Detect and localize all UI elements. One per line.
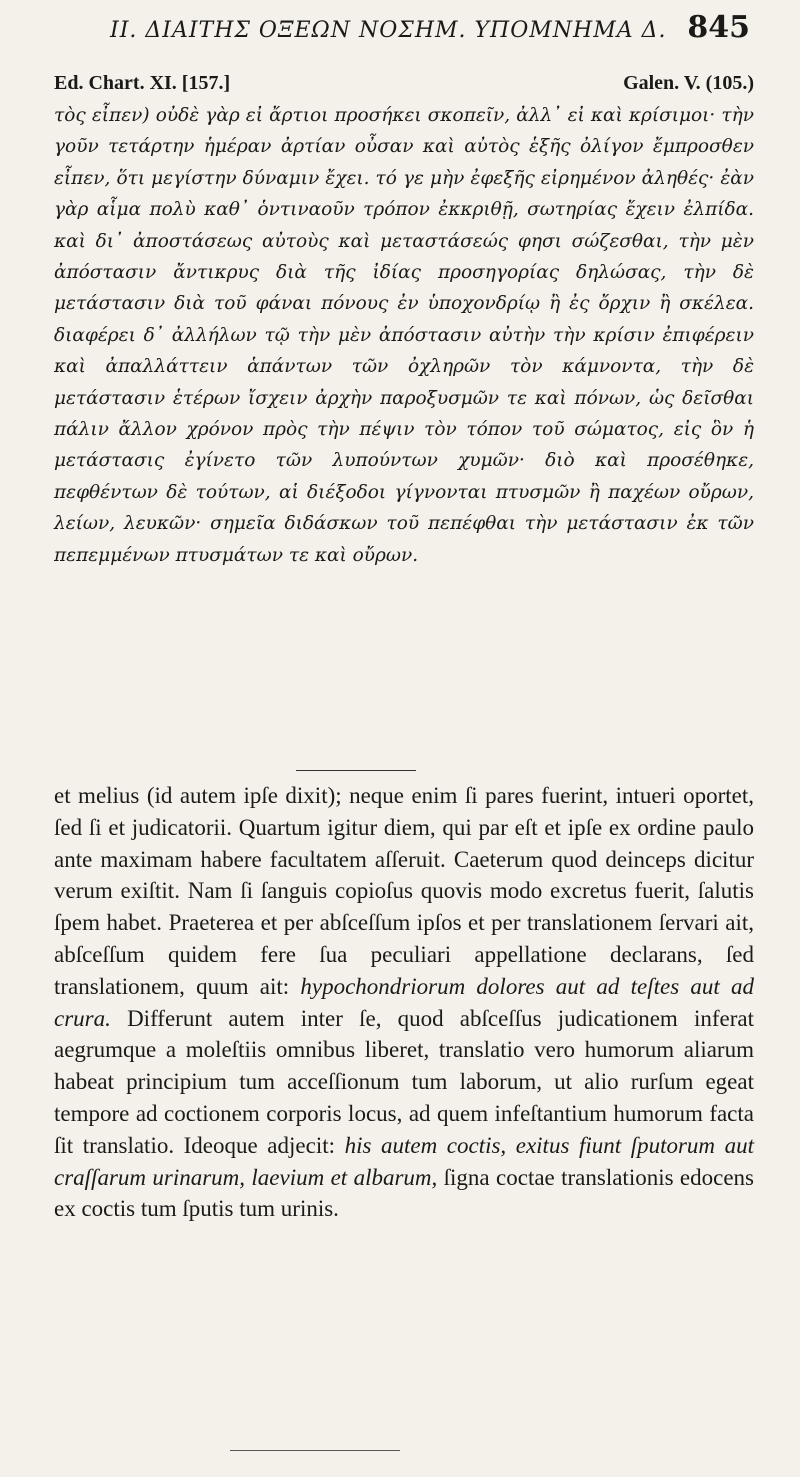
latin-text-block xyxy=(54,780,754,1225)
footer-rule xyxy=(230,1450,400,1451)
latin-text-part-1: et melius (id autem ipſe dixit); neque enim ſi pares fuerint, intueri oportet, ſed ſi et judicatorii. Quartum igitur diem, qui par eſt et ipſe ex ordine paulo ante maximam habere facultatem aſſeruit. Caeterum quod deinceps dicitur verum exiſtit. Nam ſi ſanguis copioſus quovis modo excretus fuerit, ſalutis ſpem habet. Praeterea et per abſceſſum ipſos et per translationem ſervari ait, abſceſſum quidem fere ſua peculiari appellatione declarans, ſed translationem, quum ait: xyxy=(54,783,754,999)
kuhn-reference: Galen. V. (105.) xyxy=(623,72,754,94)
latin-quote-2: his autem coctis, exitus fiunt ſputorum aut craſſarum urinarum, laevium et albarum, xyxy=(54,1132,755,1190)
running-head xyxy=(110,10,750,45)
latin-paragraph xyxy=(54,780,754,1225)
page-number: 845 xyxy=(687,10,750,45)
latin-quote-1: hypochondriorum dolores aut ad teſtes aut ad crura. xyxy=(54,973,754,1031)
greek-text-block xyxy=(54,100,754,571)
greek-paragraph: τὸς εἶπεν) οὐδὲ γὰρ εἰ ἄρτιοι προσήκει σκοπεῖν, ἀλλ᾽ εἰ καὶ κρίσιμοι· τὴν γοῦν τετάρτην ἡμέραν ἀρτίαν οὖσαν καὶ αὐτὸς ἑξῆς ὀλίγον ἔμπροσθεν εἶπεν, ὅτι μεγίστην δύναμιν ἔχει. τό γε μὴν ἐφεξῆς εἰρημένον ἀληθές· ἐὰν γὰρ αἷμα πολὺ καθ᾽ ὁντιναοῦν τρόπον ἐκκριθῇ, σωτηρίας ἔχειν ἐλπίδα. καὶ δι᾽ ἀποστάσεως αὐτοὺς καὶ μεταστάσεώς φησι σώζεσθαι, τὴν μὲν ἀπόστασιν ἄντικρυς διὰ τῆς ἰδίας προσηγορίας δηλώσας, τὴν δὲ μετάστασιν διὰ τοῦ φάναι πόνους ἐν ὑποχονδρίῳ ἢ ἐς ὄρχιν ἢ σκέλεα. διαφέρει δ᾽ ἀλλήλων τῷ τὴν μὲν ἀπόστασιν αὐτὴν τὴν κρίσιν ἐπιφέρειν καὶ ἀπαλλάττειν ἁπάντων τῶν ὀχληρῶν τὸν κάμνοντα, τὴν δὲ μετάστασιν ἑτέρων ἴσχειν ἀρχὴν παροξυσμῶν τε καὶ πόνων, ὡς δεῖσθαι πάλιν ἄλλον χρόνον πρὸς τὴν πέψιν τὸν τόπον τοῦ σώματος, εἰς ὃν ἡ μετάστασις ἐγίνετο τῶν λυπούντων χυμῶν· διὸ καὶ προσέθηκε, πεφθέντων δὲ τούτων, αἱ διέξοδοι γίγνονται πτυσμῶν ἢ παχέων οὔρων, λείων, λευκῶν· σημεῖα διδάσκων τοῦ πεπέφθαι τὴν μετάστασιν ἐκ τῶν πεπεμμένων πτυσμάτων τε καὶ οὔρων. xyxy=(54,105,754,566)
edition-reference xyxy=(54,72,754,95)
latin-text-part-3: ſigna coctae translationis edocens ex coctis tum ſputis tum urinis. xyxy=(54,1164,755,1222)
section-divider xyxy=(296,770,416,771)
running-title: II. ΔΙΑΙΤΗΣ ΟΞΕΩΝ ΝΟΣΗΜ. ΥΠΟΜΝΗΜΑ Δ. xyxy=(110,18,667,43)
latin-text-part-2: Differunt autem inter ſe, quod abſceſſus judicationem inferat aegrumque a moleſtiis omnibus liberet, translatio vero humorum aliarum habeat principium tum acceſſionum tum laborum, ut alio rurſum egeat tempore ad coctionem corporis locus, ad quem infeſtantium humorum facta ſit translatio. Ideoque adjecit: xyxy=(54,1005,754,1158)
chartier-reference: Ed. Chart. XI. [157.] xyxy=(54,72,231,94)
